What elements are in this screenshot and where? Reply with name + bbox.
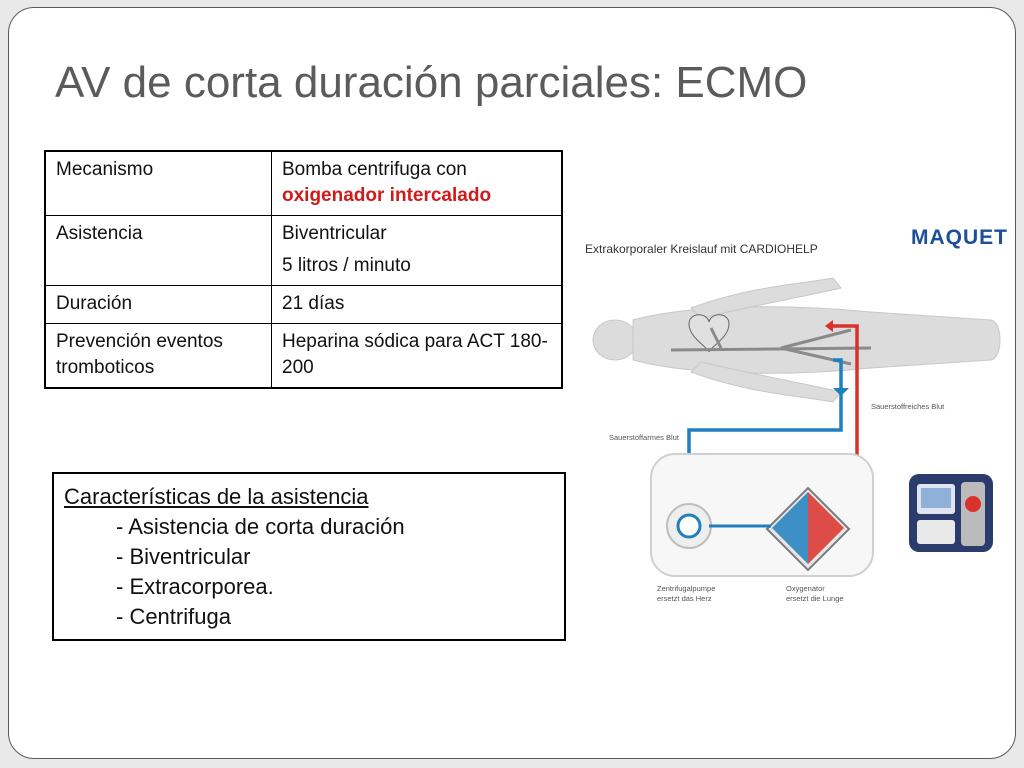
arterial-label: Sauerstoffreiches Blut [871,402,945,411]
oxygenator-label-line: Oxygenator [786,584,825,593]
maquet-logo: MAQUET [911,226,1008,249]
row-label: Asistencia [45,216,272,286]
pump-label-line: ersetzt das Herz [657,594,712,603]
row-value-highlight: oxigenador intercalado [282,185,492,206]
pump-label [657,584,715,604]
list-item: - Biventricular [116,544,251,569]
oxygenator-label [786,584,844,604]
row-label: Prevención eventos trombοticos [45,324,272,389]
row-value-line: Bomba centrifuga con [282,159,467,180]
table-row [45,216,562,286]
table-row [45,286,562,324]
list-item: - Centrifuga [116,604,231,629]
venous-label: Sauerstoffarmes Blut [609,433,679,442]
ecmo-figure [571,208,1016,618]
table-row [45,151,562,216]
pump-label-line: Zentrifugalpumpe [657,584,716,593]
list-item: - Asistencia de corta duración [116,514,405,539]
row-label: Duración [45,286,272,324]
row-value: Heparina sódica para ACT 180-200 [272,324,563,389]
figure-title: Extrakorporaler Kreislauf mit CARDIOHELP [585,242,818,256]
slide [8,7,1016,759]
patient-silhouette-icon [593,278,1000,402]
table-row [45,324,562,389]
row-value: 21 días [272,286,563,324]
characteristics-box [52,472,566,641]
oxygenator-label-line: ersetzt die Lunge [786,594,844,603]
row-value [272,151,563,216]
row-value-line: Biventricular [282,223,387,244]
ecmo-circuit-diagram [571,208,1016,618]
list-item: - Extracorporea. [116,574,274,599]
row-label: Mecanismo [45,151,272,216]
row-value [272,216,563,286]
info-table [44,150,563,389]
row-value-line-2: 5 litros / minuto [282,255,411,276]
cardiohelp-device-icon [909,474,993,552]
slide-title: AV de corta duración parciales: ECMO [55,58,808,107]
characteristics-heading: Características de la asistencia [64,484,369,509]
